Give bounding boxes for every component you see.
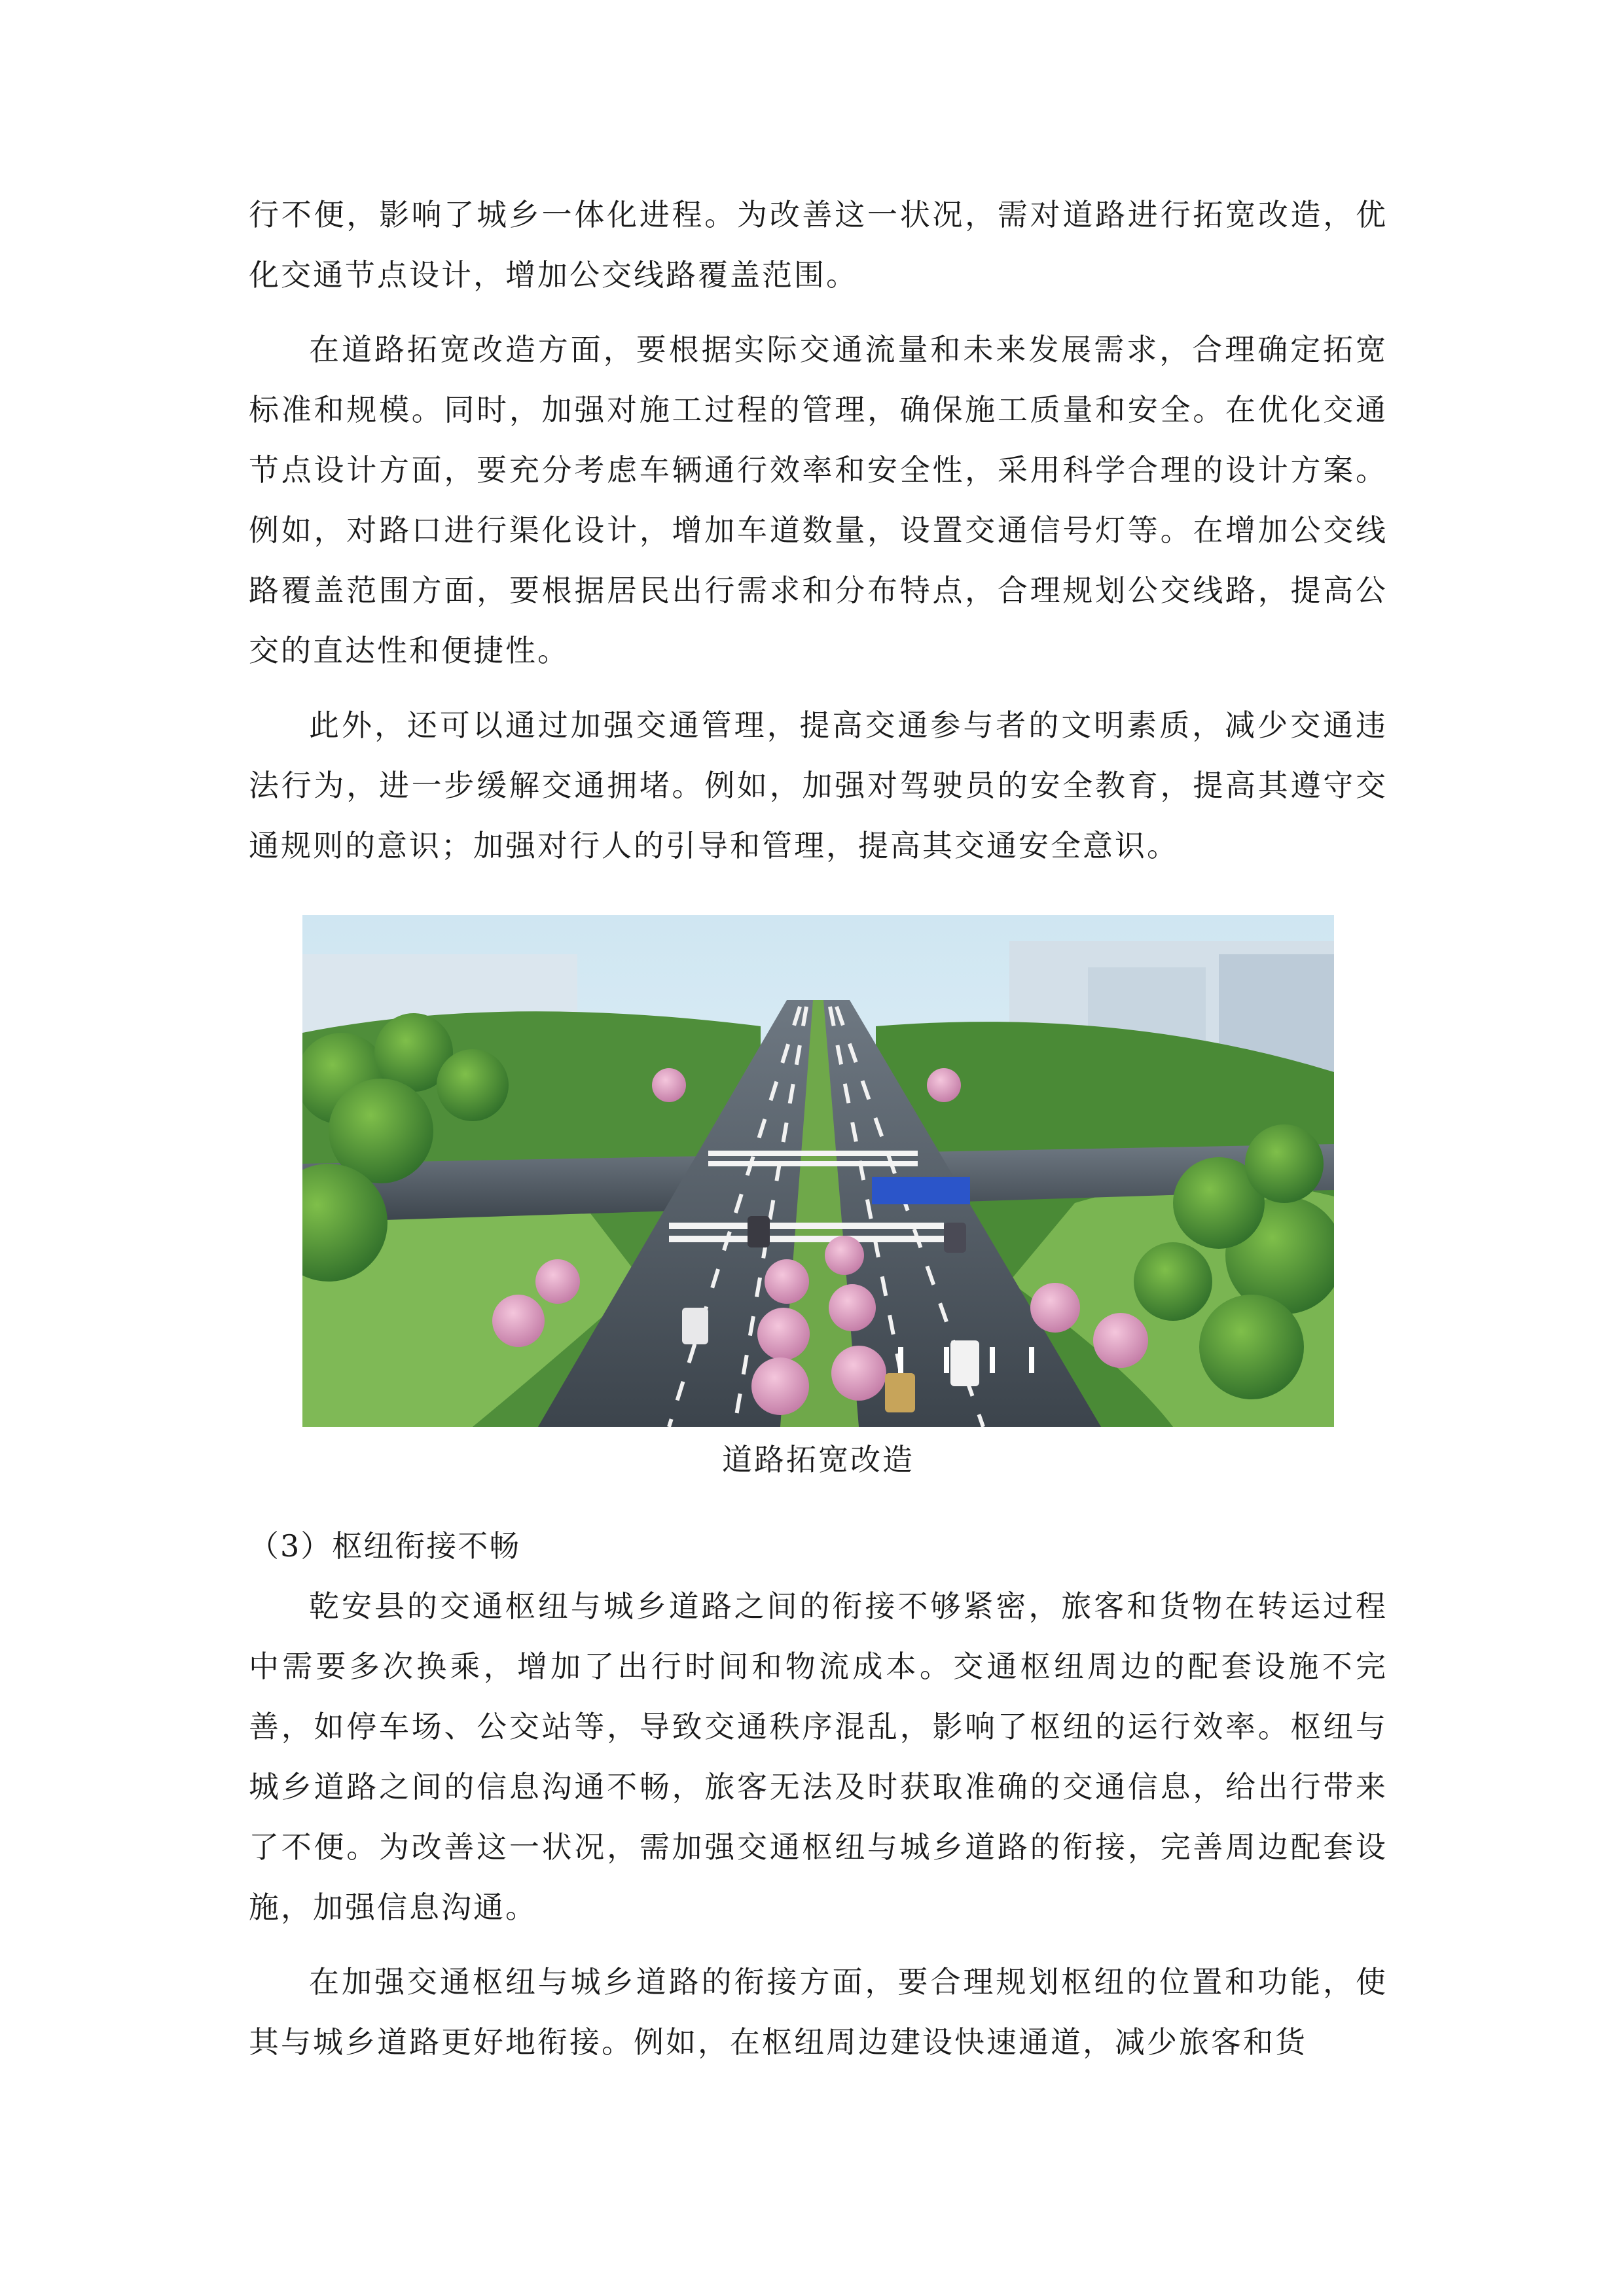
paragraph-continued: 行不便，影响了城乡一体化进程。为改善这一状况，需对道路进行拓宽改造，优化交通节点设计，增加公交线路覆盖范围。 [249, 197, 1388, 293]
figure-caption: 道路拓宽改造 [722, 1442, 914, 1477]
section-heading: （3）枢纽衔接不畅 [249, 1528, 521, 1564]
road-rendering-illustration [302, 915, 1334, 1427]
body-text-top [249, 185, 1388, 876]
paragraph-hub-connection: 乾安县的交通枢纽与城乡道路之间的衔接不够紧密，旅客和货物在转运过程中需要多次换乘，增加了出行时间和物流成本。交通枢纽周边的配套设施不完善，如停车场、公交站等，导致交通秩序混乱，影响了枢纽的运行效率。枢纽与城乡道路之间的信息沟通不畅，旅客无法及时获取准确的交通信息，给出行带来了不便。为改善这一状况，需加强交通枢纽与城乡道路的衔接，完善周边配套设施，加强信息沟通。 [249, 1588, 1388, 1925]
paragraph-traffic-management: 此外，还可以通过加强交通管理，提高交通参与者的文明素质，减少交通违法行为，进一步缓解交通拥堵。例如，加强对驾驶员的安全教育，提高其遵守交通规则的意识；加强对行人的引导和管理，提高其交通安全意识。 [249, 708, 1388, 863]
road-widening-figure [302, 915, 1334, 1427]
body-text-bottom [249, 1516, 1388, 2072]
paragraph-road-widening: 在道路拓宽改造方面，要根据实际交通流量和未来发展需求，合理确定拓宽标准和规模。同时，加强对施工过程的管理，确保施工质量和安全。在优化交通节点设计方面，要充分考虑车辆通行效率和安全性，采用科学合理的设计方案。例如，对路口进行渠化设计，增加车道数量，设置交通信号灯等。在增加公交线路覆盖范围方面，要根据居民出行需求和分布特点，合理规划公交线路，提高公交的直达性和便捷性。 [249, 332, 1388, 668]
paragraph-hub-planning: 在加强交通枢纽与城乡道路的衔接方面，要合理规划枢纽的位置和功能，使其与城乡道路更好地衔接。例如，在枢纽周边建设快速通道，减少旅客和货 [249, 1964, 1388, 2060]
